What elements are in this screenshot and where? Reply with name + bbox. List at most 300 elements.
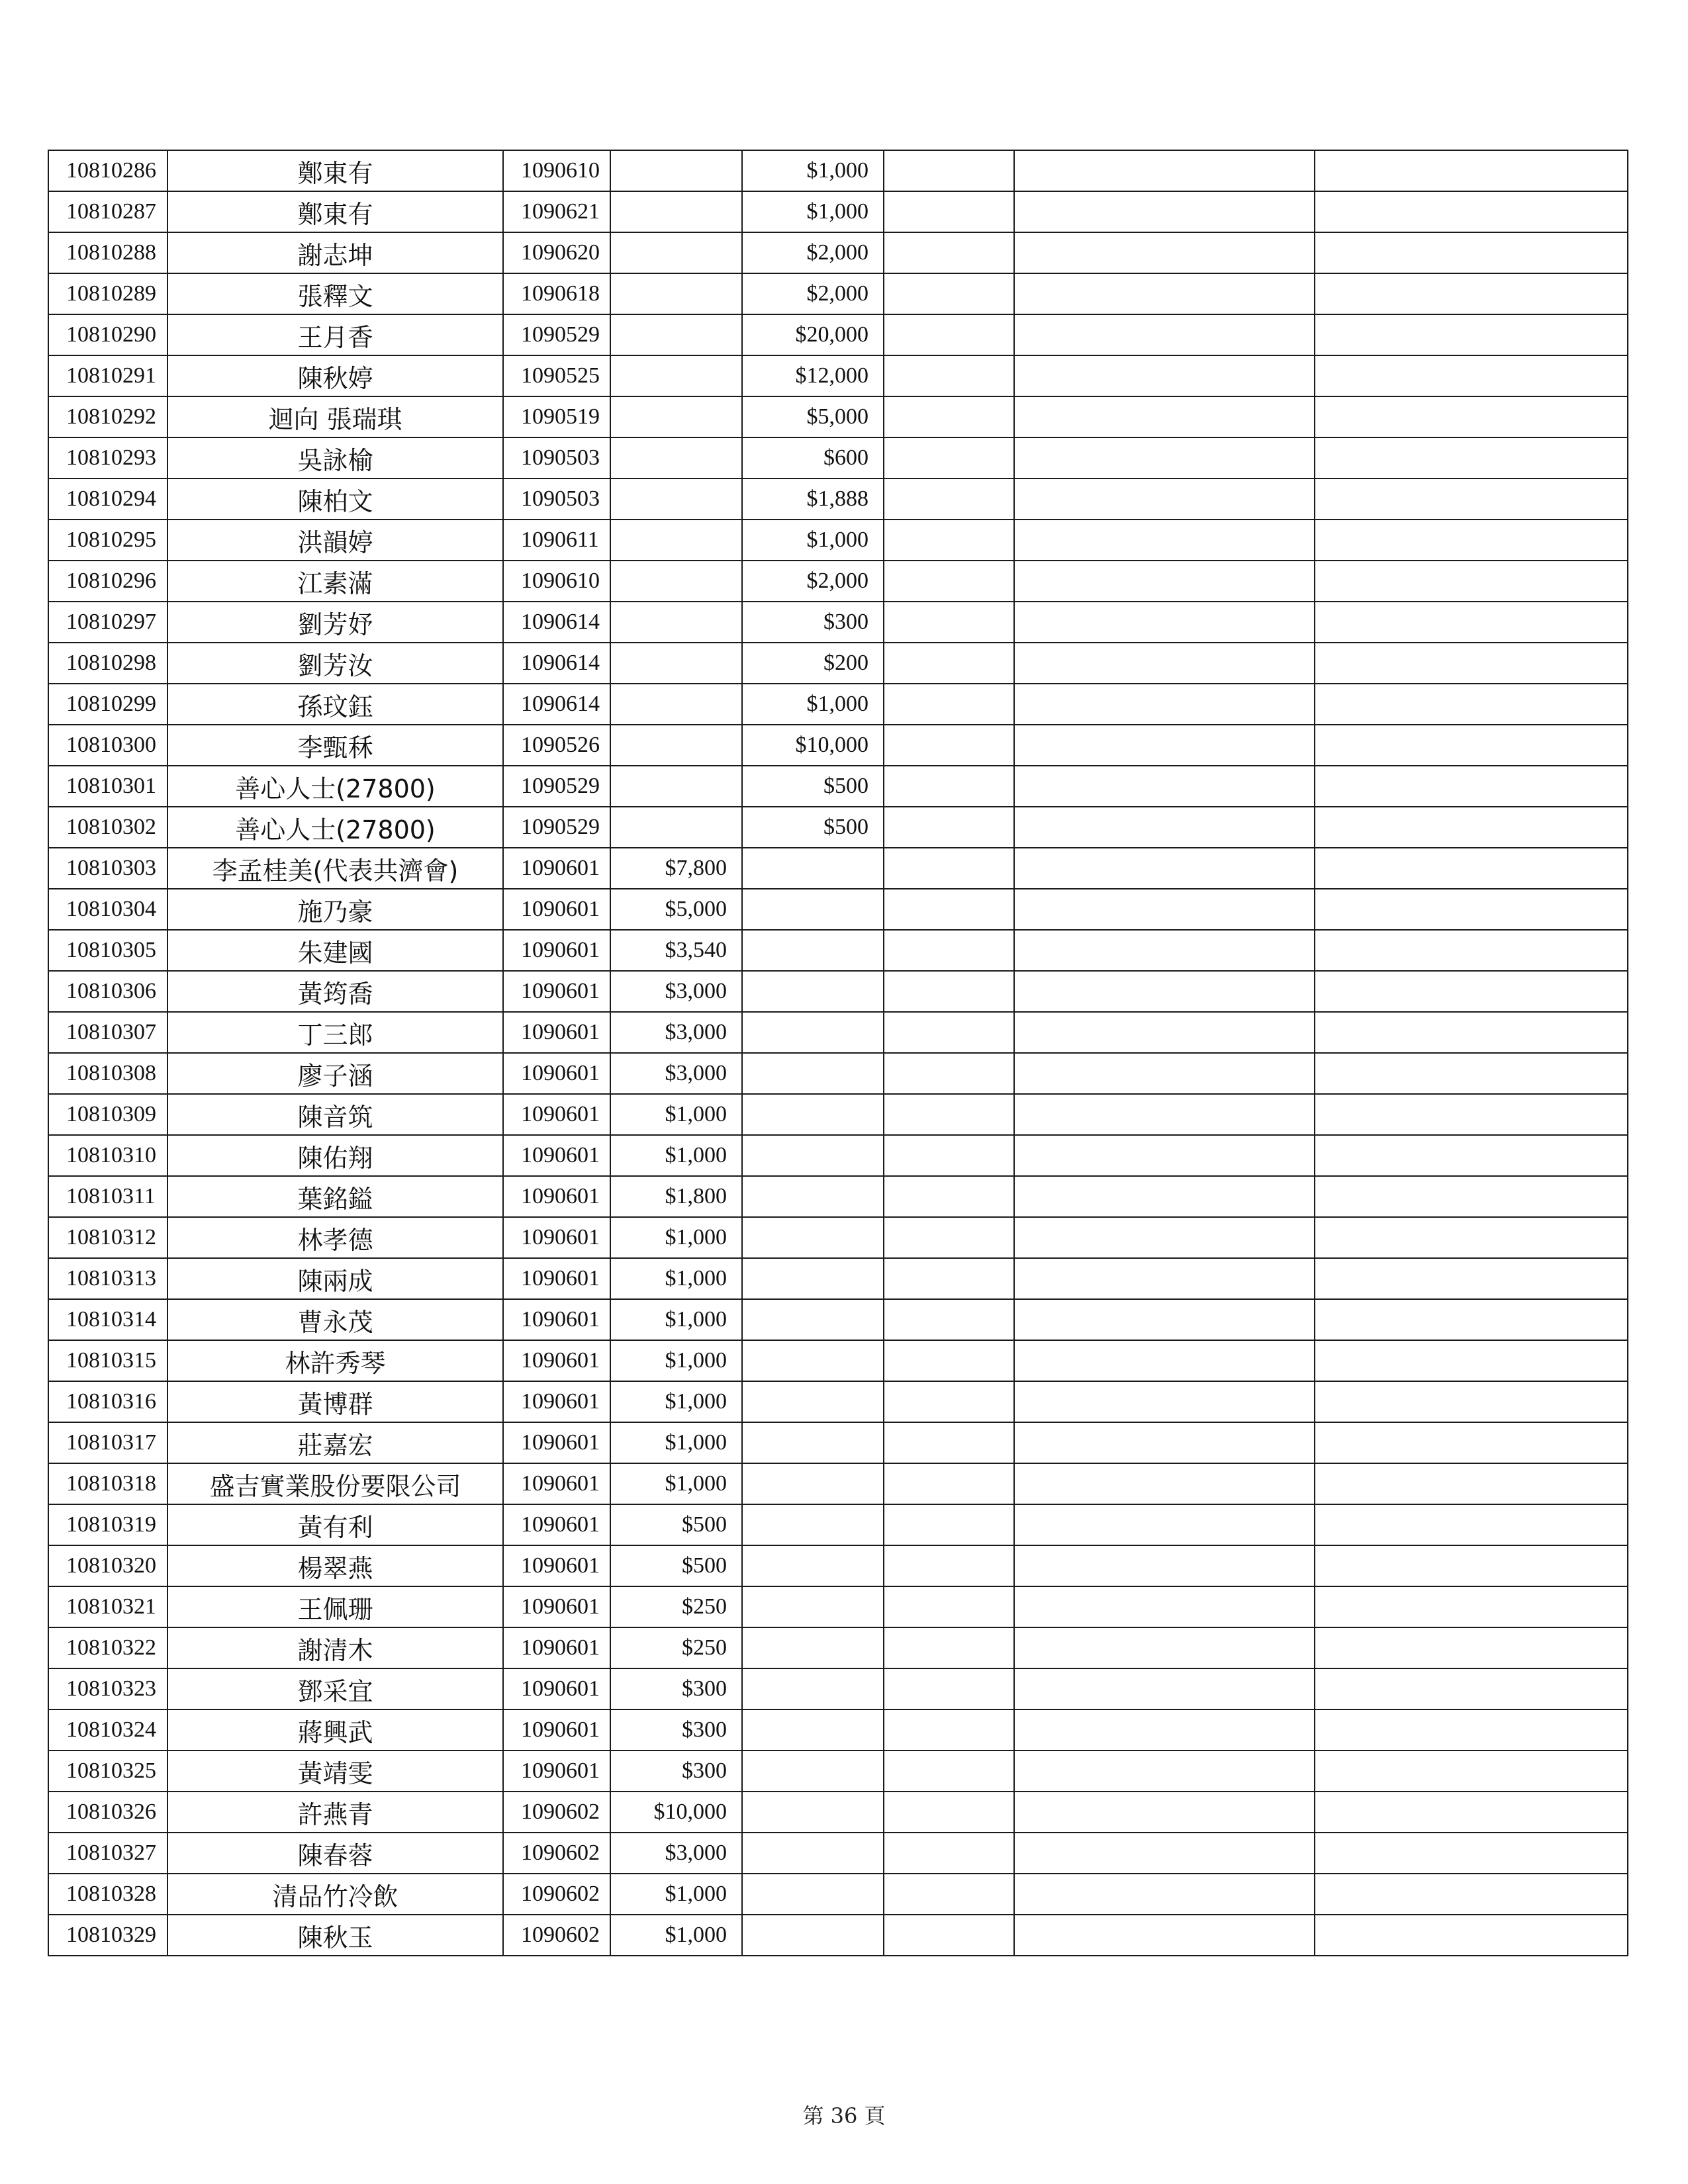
table-row [48, 520, 1628, 561]
donor-name-cell: 林孝德 [167, 1217, 503, 1258]
donor-name-cell: 黃靖雯 [167, 1751, 503, 1792]
amount-b-cell: $2,000 [742, 232, 884, 273]
amount-a-cell [610, 643, 742, 684]
donor-name-cell: 曹永茂 [167, 1299, 503, 1340]
donor-name-cell: 莊嘉宏 [167, 1422, 503, 1463]
receipt-id-cell: 10810287 [48, 191, 167, 232]
amount-b-cell: $1,000 [742, 520, 884, 561]
ledger-body [48, 150, 1628, 1956]
amount-a-cell: $1,000 [610, 1258, 742, 1299]
table-row [48, 766, 1628, 807]
empty-cell [1315, 1709, 1628, 1751]
amount-b-cell [742, 889, 884, 930]
empty-cell [1315, 520, 1628, 561]
table-row [48, 807, 1628, 848]
receipt-id-cell: 10810322 [48, 1627, 167, 1668]
date-cell: 1090601 [503, 1176, 610, 1217]
empty-cell [884, 1094, 1014, 1135]
amount-b-cell [742, 1258, 884, 1299]
donor-name-cell: 清品竹冷飲 [167, 1874, 503, 1915]
table-row [48, 1833, 1628, 1874]
table-row [48, 848, 1628, 889]
date-cell: 1090601 [503, 1299, 610, 1340]
receipt-id-cell: 10810290 [48, 314, 167, 355]
donor-name-cell: 施乃豪 [167, 889, 503, 930]
empty-cell [1315, 930, 1628, 971]
table-row [48, 1381, 1628, 1422]
receipt-id-cell: 10810295 [48, 520, 167, 561]
empty-cell [1315, 1340, 1628, 1381]
amount-b-cell: $1,000 [742, 150, 884, 191]
empty-cell [1315, 1833, 1628, 1874]
table-row [48, 1340, 1628, 1381]
table-row [48, 1874, 1628, 1915]
table-row [48, 1012, 1628, 1053]
receipt-id-cell: 10810323 [48, 1668, 167, 1709]
empty-cell [884, 1792, 1014, 1833]
date-cell: 1090601 [503, 1012, 610, 1053]
empty-cell [884, 602, 1014, 643]
amount-b-cell [742, 1545, 884, 1586]
date-cell: 1090602 [503, 1915, 610, 1956]
empty-cell [884, 643, 1014, 684]
date-cell: 1090601 [503, 971, 610, 1012]
donor-name-cell: 鄭東有 [167, 191, 503, 232]
date-cell: 1090519 [503, 396, 610, 437]
date-cell: 1090601 [503, 1586, 610, 1627]
amount-a-cell: $250 [610, 1627, 742, 1668]
table-row [48, 1094, 1628, 1135]
amount-b-cell: $600 [742, 437, 884, 478]
empty-cell [884, 1833, 1014, 1874]
receipt-id-cell: 10810328 [48, 1874, 167, 1915]
empty-cell [884, 971, 1014, 1012]
empty-cell [1014, 1094, 1315, 1135]
table-row [48, 1422, 1628, 1463]
date-cell: 1090601 [503, 1422, 610, 1463]
amount-b-cell: $20,000 [742, 314, 884, 355]
empty-cell [1014, 561, 1315, 602]
donor-name-cell: 王佩珊 [167, 1586, 503, 1627]
amount-a-cell [610, 355, 742, 396]
donor-name-cell: 黃有利 [167, 1504, 503, 1545]
table-row [48, 232, 1628, 273]
empty-cell [1014, 191, 1315, 232]
receipt-id-cell: 10810316 [48, 1381, 167, 1422]
empty-cell [884, 766, 1014, 807]
empty-cell [1014, 807, 1315, 848]
date-cell: 1090601 [503, 1709, 610, 1751]
amount-a-cell [610, 602, 742, 643]
receipt-id-cell: 10810325 [48, 1751, 167, 1792]
donor-name-cell: 盛吉實業股份要限公司 [167, 1463, 503, 1504]
donor-name-cell: 王月香 [167, 314, 503, 355]
amount-b-cell [742, 1463, 884, 1504]
table-row [48, 725, 1628, 766]
empty-cell [884, 232, 1014, 273]
receipt-id-cell: 10810294 [48, 478, 167, 520]
donor-name-cell: 鄭東有 [167, 150, 503, 191]
date-cell: 1090601 [503, 1545, 610, 1586]
empty-cell [1315, 191, 1628, 232]
amount-b-cell [742, 1668, 884, 1709]
date-cell: 1090601 [503, 1627, 610, 1668]
empty-cell [1315, 1012, 1628, 1053]
amount-b-cell: $1,000 [742, 684, 884, 725]
empty-cell [1014, 1504, 1315, 1545]
empty-cell [884, 684, 1014, 725]
empty-cell [1014, 232, 1315, 273]
empty-cell [1315, 314, 1628, 355]
receipt-id-cell: 10810312 [48, 1217, 167, 1258]
empty-cell [1315, 1176, 1628, 1217]
empty-cell [884, 1422, 1014, 1463]
receipt-id-cell: 10810292 [48, 396, 167, 437]
empty-cell [1014, 396, 1315, 437]
empty-cell [1315, 1422, 1628, 1463]
empty-cell [1315, 396, 1628, 437]
empty-cell [1014, 1792, 1315, 1833]
amount-a-cell: $1,000 [610, 1299, 742, 1340]
empty-cell [884, 725, 1014, 766]
empty-cell [884, 1668, 1014, 1709]
donor-name-cell: 李孟桂美(代表共濟會) [167, 848, 503, 889]
amount-a-cell [610, 396, 742, 437]
empty-cell [884, 1176, 1014, 1217]
empty-cell [1315, 971, 1628, 1012]
amount-a-cell: $1,000 [610, 1094, 742, 1135]
empty-cell [1315, 1792, 1628, 1833]
table-row [48, 889, 1628, 930]
empty-cell [1014, 1135, 1315, 1176]
donor-name-cell: 蔣興武 [167, 1709, 503, 1751]
donor-name-cell: 陳兩成 [167, 1258, 503, 1299]
empty-cell [1315, 232, 1628, 273]
amount-b-cell [742, 1176, 884, 1217]
receipt-id-cell: 10810314 [48, 1299, 167, 1340]
table-row [48, 684, 1628, 725]
date-cell: 1090601 [503, 1381, 610, 1422]
table-row [48, 437, 1628, 478]
donor-name-cell: 江素滿 [167, 561, 503, 602]
amount-a-cell: $1,000 [610, 1340, 742, 1381]
amount-b-cell [742, 1422, 884, 1463]
empty-cell [1014, 355, 1315, 396]
empty-cell [884, 314, 1014, 355]
donor-name-cell: 洪韻婷 [167, 520, 503, 561]
empty-cell [884, 1012, 1014, 1053]
table-row [48, 478, 1628, 520]
receipt-id-cell: 10810300 [48, 725, 167, 766]
amount-b-cell [742, 1012, 884, 1053]
empty-cell [1014, 1463, 1315, 1504]
amount-b-cell [742, 1217, 884, 1258]
amount-b-cell [742, 1751, 884, 1792]
amount-b-cell [742, 1792, 884, 1833]
empty-cell [1014, 150, 1315, 191]
empty-cell [1014, 643, 1315, 684]
date-cell: 1090614 [503, 684, 610, 725]
empty-cell [884, 1709, 1014, 1751]
donor-name-cell: 陳春蓉 [167, 1833, 503, 1874]
date-cell: 1090526 [503, 725, 610, 766]
empty-cell [1315, 1053, 1628, 1094]
date-cell: 1090601 [503, 1340, 610, 1381]
empty-cell [1014, 520, 1315, 561]
empty-cell [884, 848, 1014, 889]
amount-a-cell: $300 [610, 1709, 742, 1751]
table-row [48, 1504, 1628, 1545]
empty-cell [1014, 848, 1315, 889]
amount-b-cell [742, 1586, 884, 1627]
empty-cell [1315, 1586, 1628, 1627]
donor-name-cell: 楊翠燕 [167, 1545, 503, 1586]
date-cell: 1090610 [503, 150, 610, 191]
date-cell: 1090601 [503, 1668, 610, 1709]
donor-name-cell: 許燕青 [167, 1792, 503, 1833]
amount-b-cell [742, 1299, 884, 1340]
amount-a-cell: $300 [610, 1751, 742, 1792]
date-cell: 1090601 [503, 1504, 610, 1545]
table-row [48, 273, 1628, 314]
empty-cell [884, 889, 1014, 930]
table-row [48, 1258, 1628, 1299]
receipt-id-cell: 10810286 [48, 150, 167, 191]
donor-name-cell: 林許秀琴 [167, 1340, 503, 1381]
table-row [48, 1586, 1628, 1627]
receipt-id-cell: 10810306 [48, 971, 167, 1012]
receipt-id-cell: 10810311 [48, 1176, 167, 1217]
donor-name-cell: 黃筠喬 [167, 971, 503, 1012]
empty-cell [1014, 1258, 1315, 1299]
empty-cell [1315, 889, 1628, 930]
empty-cell [1315, 478, 1628, 520]
date-cell: 1090601 [503, 889, 610, 930]
empty-cell [1014, 273, 1315, 314]
empty-cell [884, 1340, 1014, 1381]
table-row [48, 1217, 1628, 1258]
empty-cell [1014, 478, 1315, 520]
empty-cell [884, 1874, 1014, 1915]
date-cell: 1090525 [503, 355, 610, 396]
amount-a-cell: $3,540 [610, 930, 742, 971]
empty-cell [884, 1053, 1014, 1094]
receipt-id-cell: 10810326 [48, 1792, 167, 1833]
empty-cell [1014, 1340, 1315, 1381]
empty-cell [1014, 1627, 1315, 1668]
date-cell: 1090601 [503, 930, 610, 971]
empty-cell [884, 150, 1014, 191]
empty-cell [1315, 1135, 1628, 1176]
amount-b-cell [742, 1053, 884, 1094]
empty-cell [1014, 1012, 1315, 1053]
receipt-id-cell: 10810297 [48, 602, 167, 643]
empty-cell [1014, 1833, 1315, 1874]
amount-a-cell [610, 150, 742, 191]
empty-cell [884, 1586, 1014, 1627]
receipt-id-cell: 10810308 [48, 1053, 167, 1094]
table-row [48, 930, 1628, 971]
date-cell: 1090611 [503, 520, 610, 561]
empty-cell [1315, 1545, 1628, 1586]
receipt-id-cell: 10810307 [48, 1012, 167, 1053]
empty-cell [1315, 848, 1628, 889]
empty-cell [1315, 1668, 1628, 1709]
amount-a-cell [610, 520, 742, 561]
empty-cell [1014, 1053, 1315, 1094]
amount-b-cell [742, 1381, 884, 1422]
date-cell: 1090602 [503, 1792, 610, 1833]
amount-a-cell: $10,000 [610, 1792, 742, 1833]
amount-a-cell: $1,800 [610, 1176, 742, 1217]
table-row [48, 1135, 1628, 1176]
date-cell: 1090602 [503, 1833, 610, 1874]
amount-a-cell [610, 766, 742, 807]
date-cell: 1090503 [503, 478, 610, 520]
date-cell: 1090601 [503, 1258, 610, 1299]
amount-b-cell [742, 1709, 884, 1751]
amount-b-cell: $5,000 [742, 396, 884, 437]
table-row [48, 971, 1628, 1012]
empty-cell [1315, 273, 1628, 314]
donor-name-cell: 劉芳汝 [167, 643, 503, 684]
receipt-id-cell: 10810296 [48, 561, 167, 602]
empty-cell [1315, 766, 1628, 807]
amount-a-cell: $1,000 [610, 1915, 742, 1956]
amount-b-cell: $200 [742, 643, 884, 684]
date-cell: 1090601 [503, 1094, 610, 1135]
table-row [48, 1627, 1628, 1668]
empty-cell [884, 1135, 1014, 1176]
amount-a-cell: $500 [610, 1504, 742, 1545]
donor-name-cell: 善心人士(27800) [167, 807, 503, 848]
date-cell: 1090610 [503, 561, 610, 602]
receipt-id-cell: 10810301 [48, 766, 167, 807]
empty-cell [884, 191, 1014, 232]
page-number: 第 36 頁 [802, 2103, 886, 2128]
empty-cell [884, 561, 1014, 602]
date-cell: 1090602 [503, 1874, 610, 1915]
empty-cell [1014, 1709, 1315, 1751]
empty-cell [884, 355, 1014, 396]
amount-a-cell: $3,000 [610, 1012, 742, 1053]
empty-cell [1315, 1381, 1628, 1422]
date-cell: 1090601 [503, 1053, 610, 1094]
receipt-id-cell: 10810305 [48, 930, 167, 971]
receipt-id-cell: 10810329 [48, 1915, 167, 1956]
amount-b-cell: $2,000 [742, 561, 884, 602]
empty-cell [884, 1463, 1014, 1504]
donor-name-cell: 李甄秝 [167, 725, 503, 766]
empty-cell [1014, 314, 1315, 355]
amount-a-cell [610, 807, 742, 848]
table-row [48, 355, 1628, 396]
receipt-id-cell: 10810313 [48, 1258, 167, 1299]
donor-name-cell: 黃博群 [167, 1381, 503, 1422]
empty-cell [884, 1381, 1014, 1422]
empty-cell [1014, 1586, 1315, 1627]
empty-cell [1315, 602, 1628, 643]
amount-b-cell: $2,000 [742, 273, 884, 314]
table-row [48, 1545, 1628, 1586]
empty-cell [884, 273, 1014, 314]
receipt-id-cell: 10810324 [48, 1709, 167, 1751]
empty-cell [1315, 1627, 1628, 1668]
empty-cell [884, 807, 1014, 848]
date-cell: 1090529 [503, 807, 610, 848]
date-cell: 1090601 [503, 1751, 610, 1792]
date-cell: 1090529 [503, 314, 610, 355]
date-cell: 1090614 [503, 602, 610, 643]
empty-cell [1315, 1094, 1628, 1135]
empty-cell [884, 930, 1014, 971]
empty-cell [1014, 971, 1315, 1012]
amount-b-cell: $500 [742, 766, 884, 807]
donor-name-cell: 朱建國 [167, 930, 503, 971]
receipt-id-cell: 10810321 [48, 1586, 167, 1627]
amount-a-cell: $250 [610, 1586, 742, 1627]
empty-cell [1315, 807, 1628, 848]
amount-a-cell: $7,800 [610, 848, 742, 889]
donation-ledger-table [48, 150, 1628, 1956]
amount-a-cell [610, 684, 742, 725]
receipt-id-cell: 10810302 [48, 807, 167, 848]
amount-a-cell: $1,000 [610, 1135, 742, 1176]
empty-cell [884, 1751, 1014, 1792]
empty-cell [1315, 437, 1628, 478]
date-cell: 1090529 [503, 766, 610, 807]
receipt-id-cell: 10810315 [48, 1340, 167, 1381]
donor-name-cell: 善心人士(27800) [167, 766, 503, 807]
amount-a-cell: $300 [610, 1668, 742, 1709]
receipt-id-cell: 10810310 [48, 1135, 167, 1176]
amount-b-cell [742, 930, 884, 971]
amount-b-cell: $1,888 [742, 478, 884, 520]
donor-name-cell: 陳音筑 [167, 1094, 503, 1135]
table-row [48, 1709, 1628, 1751]
empty-cell [884, 1258, 1014, 1299]
amount-b-cell [742, 1874, 884, 1915]
table-row [48, 561, 1628, 602]
date-cell: 1090618 [503, 273, 610, 314]
empty-cell [1315, 561, 1628, 602]
table-row [48, 1668, 1628, 1709]
donor-name-cell: 丁三郎 [167, 1012, 503, 1053]
donor-name-cell: 葉銘鎰 [167, 1176, 503, 1217]
date-cell: 1090601 [503, 1217, 610, 1258]
receipt-id-cell: 10810289 [48, 273, 167, 314]
amount-b-cell [742, 1094, 884, 1135]
empty-cell [1315, 1299, 1628, 1340]
empty-cell [1315, 1463, 1628, 1504]
empty-cell [1014, 1874, 1315, 1915]
receipt-id-cell: 10810327 [48, 1833, 167, 1874]
amount-a-cell: $5,000 [610, 889, 742, 930]
empty-cell [884, 478, 1014, 520]
donor-name-cell: 孫玟鈺 [167, 684, 503, 725]
empty-cell [1014, 1545, 1315, 1586]
empty-cell [1315, 1504, 1628, 1545]
empty-cell [884, 1299, 1014, 1340]
empty-cell [1315, 725, 1628, 766]
receipt-id-cell: 10810319 [48, 1504, 167, 1545]
empty-cell [884, 1504, 1014, 1545]
donor-name-cell: 迴向 張瑞琪 [167, 396, 503, 437]
amount-b-cell [742, 1504, 884, 1545]
donor-name-cell: 鄧采宜 [167, 1668, 503, 1709]
empty-cell [884, 1627, 1014, 1668]
empty-cell [1014, 1751, 1315, 1792]
